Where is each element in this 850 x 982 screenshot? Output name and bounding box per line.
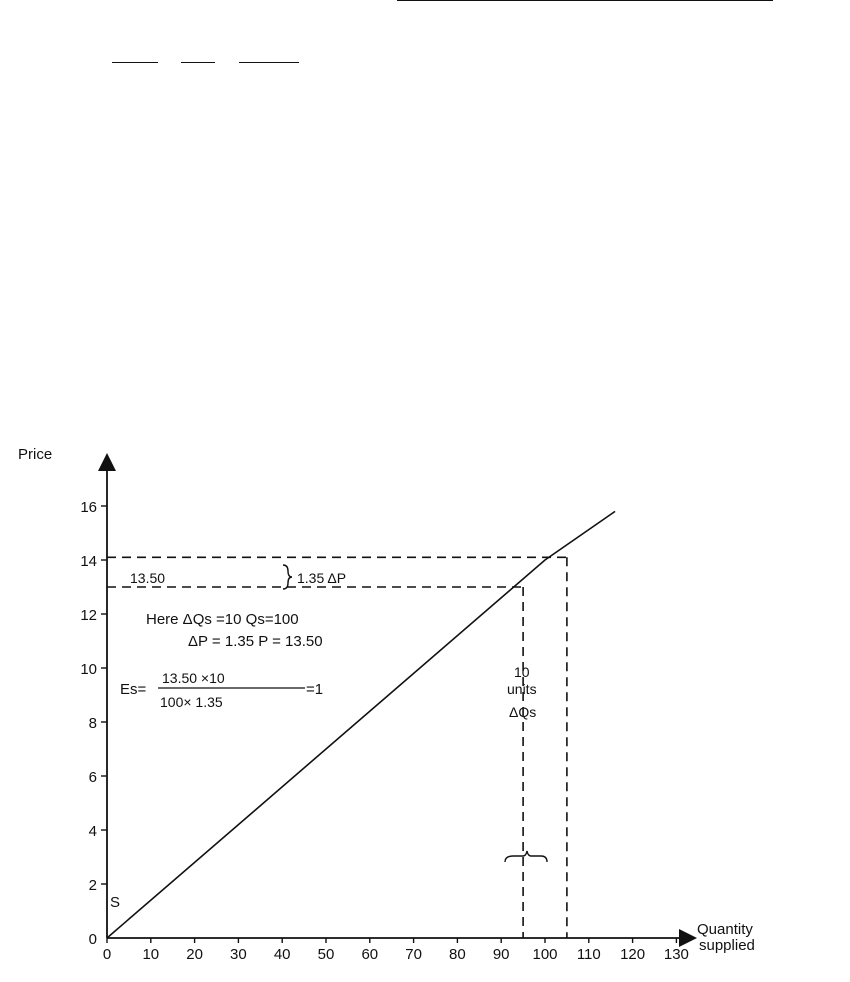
x-tick-label: 130 bbox=[663, 946, 689, 963]
x-tick-label: 80 bbox=[449, 946, 466, 963]
x-tick-label: 20 bbox=[186, 946, 203, 963]
x-axis-label-line2: supplied bbox=[699, 937, 755, 954]
x-tick-label: 30 bbox=[230, 946, 247, 963]
y-tick-label: 0 bbox=[88, 931, 97, 948]
units-delta-q: ΔQs bbox=[509, 704, 537, 720]
es-lhs: Es= bbox=[120, 681, 147, 698]
x-tick-label: 70 bbox=[405, 946, 422, 963]
x-tick-label: 50 bbox=[317, 946, 335, 963]
x-tick-label: 110 bbox=[576, 946, 601, 963]
y-tick-label: 8 bbox=[88, 715, 97, 732]
y-tick-label: 12 bbox=[80, 607, 97, 624]
y-tick-label: 6 bbox=[88, 769, 97, 786]
axis-ticks bbox=[80, 499, 689, 963]
supply-curve-label: S bbox=[110, 894, 121, 911]
supply-curve-line bbox=[107, 511, 615, 938]
here-line-2: ΔP = 1.35 P = 13.50 bbox=[188, 633, 323, 650]
x-tick-label: 120 bbox=[620, 946, 646, 963]
here-line-1: Here ΔQs =10 Qs=100 bbox=[146, 611, 299, 628]
delta-p-brace bbox=[283, 565, 292, 589]
y-tick-label: 14 bbox=[80, 553, 97, 570]
delta-q-brace bbox=[505, 851, 547, 862]
y-tick-label: 4 bbox=[88, 823, 97, 840]
x-tick-label: 100 bbox=[532, 946, 558, 963]
x-tick-label: 0 bbox=[102, 946, 112, 963]
y-tick-label: 10 bbox=[80, 661, 97, 678]
delta-p-label: 1.35 ΔP bbox=[297, 570, 347, 586]
units-word: units bbox=[507, 681, 537, 697]
price-label: 13.50 bbox=[130, 570, 166, 586]
units-number: 10 bbox=[514, 664, 530, 680]
y-tick-label: 2 bbox=[88, 877, 97, 894]
es-numerator: 13.50 ×10 bbox=[162, 670, 225, 686]
es-rhs: =1 bbox=[306, 681, 324, 698]
y-tick-label: 16 bbox=[80, 499, 97, 516]
y-axis-label: Price bbox=[18, 446, 53, 463]
series bbox=[107, 511, 615, 938]
x-tick-label: 90 bbox=[492, 946, 510, 963]
es-denominator: 100× 1.35 bbox=[160, 694, 223, 710]
x-tick-label: 10 bbox=[142, 946, 160, 963]
x-tick-label: 40 bbox=[273, 946, 291, 963]
x-tick-label: 60 bbox=[361, 946, 379, 963]
x-axis-label-line1: Quantity bbox=[697, 921, 753, 938]
